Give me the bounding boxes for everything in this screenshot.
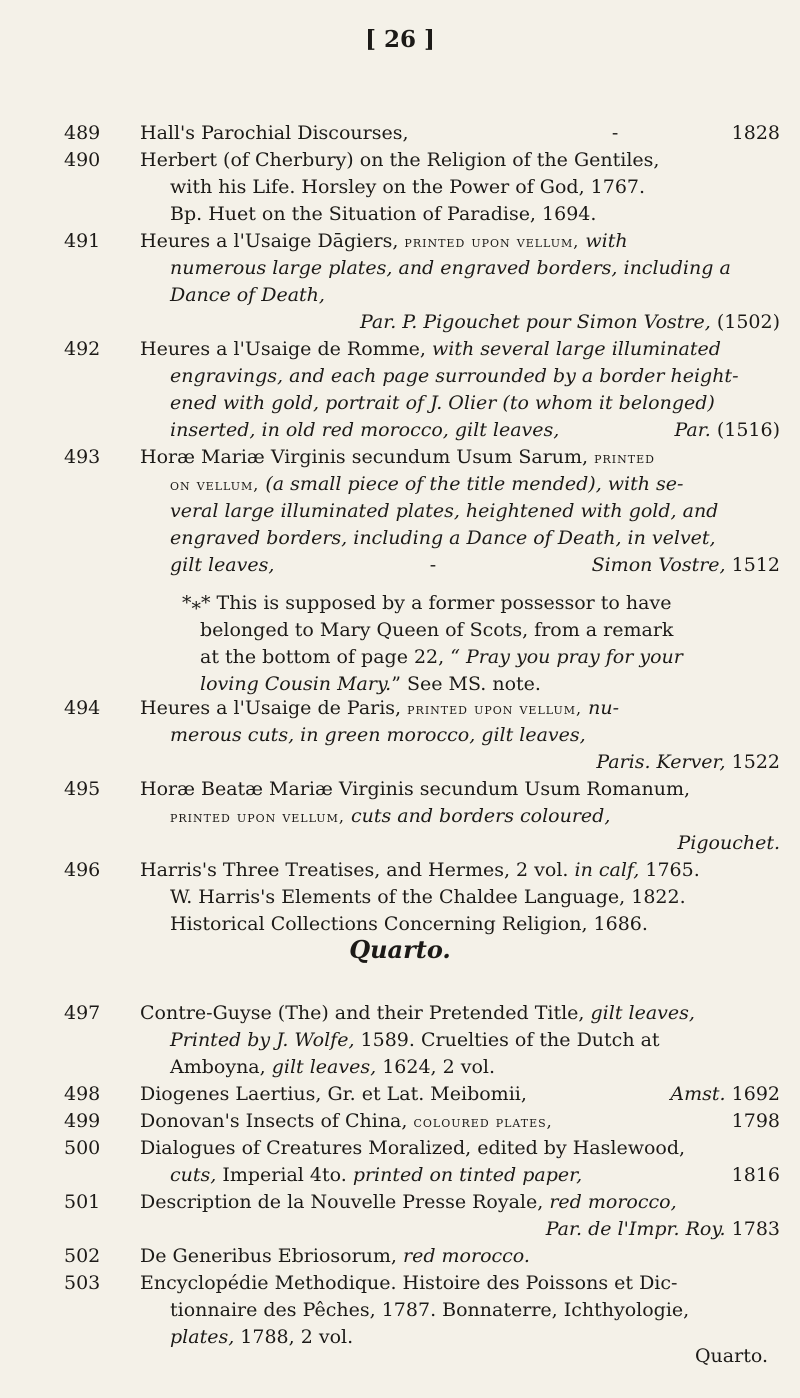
page-number: [ 26 ] — [365, 26, 435, 53]
entry-number: 496 — [64, 859, 101, 881]
list-item: 494 Heures a l'Usaige de Paris, printed upon vellum, nu- merous cuts, in green morocco, gilt leaves, Paris. Kerver, 1522 — [64, 697, 780, 773]
entry-number: 499 — [64, 1110, 101, 1132]
entry-number: 494 — [64, 697, 101, 719]
entry-number: 492 — [64, 338, 101, 360]
entry-number: 500 — [64, 1137, 101, 1159]
catchword: Quarto. — [694, 1345, 768, 1367]
list-item: 500 Dialogues of Creatures Moralized, edited by Haslewood, cuts, Imperial 4to. printed on tinted paper, 1816 — [64, 1137, 780, 1186]
list-item: 498 Diogenes Laertius, Gr. et Lat. Meibomii, Amst. 1692 — [140, 1081, 780, 1108]
entry-number: 502 — [64, 1245, 101, 1267]
list-item: 493 Horæ Mariæ Virginis secundum Usum Sarum, printed on vellum, (a small piece of the title mended), with se- veral large illuminated plates, heightened with gold, and engraved borders, including a Dance of Death, in velvet, gilt leaves, - Simon Vostre, 1512 — [64, 446, 780, 576]
list-item: 492 Heures a l'Usaige de Romme, with several large illuminated engravings, and each page surrounded by a border height- ened with gold, portrait of J. Olier (to whom it belonged) inserted, in old red morocco, gilt leaves, Par. (1516) — [64, 338, 780, 441]
list-item: 503 Encyclopédie Methodique. Histoire des Poissons et Dic- tionnaire des Pêches, 1787. Bonnaterre, Ichthyologie, plates, 1788, 2 vol. — [64, 1272, 690, 1348]
list-item: 490 Herbert (of Cherbury) on the Religion of the Gentiles, with his Life. Horsley on the Power of God, 1767. Bp. Huet on the Situation of Paradise, 1694. — [64, 149, 660, 225]
entry-number: 489 — [64, 122, 101, 144]
entry-number: 490 — [64, 149, 101, 171]
list-item: 502 De Generibus Ebriosorum, red morocco. — [140, 1243, 780, 1270]
list-item: 489 Hall's Parochial Discourses, - 1828 — [140, 120, 780, 147]
entry-number: 491 — [64, 230, 101, 252]
entry-number: 493 — [64, 446, 101, 468]
footnote: *⁎* This is supposed by a former possessor to have belonged to Mary Queen of Scots, from a remark at the bottom of page 22, “ Pray you pray for your loving Cousin Mary.” See MS. note. — [182, 592, 683, 695]
entry-number: 497 — [64, 1002, 101, 1024]
entry-number: 501 — [64, 1191, 101, 1213]
entry-number: 503 — [64, 1272, 101, 1294]
list-item: 496 Harris's Three Treatises, and Hermes, 2 vol. in calf, 1765. W. Harris's Elements of the Chaldee Language, 1822. Historical Collections Concerning Religion, 1686. — [64, 859, 700, 935]
section-heading: Quarto. — [349, 935, 451, 964]
list-item: 499 Donovan's Insects of China, coloured plates, 1798 — [140, 1108, 780, 1135]
list-item: 501 Description de la Nouvelle Presse Royale, red morocco, Par. de l'Impr. Roy. 1783 — [64, 1191, 780, 1240]
list-item: 491 Heures a l'Usaige Dāgiers, printed upon vellum, with numerous large plates, and engraved borders, including a Dance of Death, Par. P. Pigouchet pour Simon Vostre, (1502) — [64, 230, 780, 333]
entry-number: 498 — [64, 1083, 101, 1105]
list-item: 495 Horæ Beatæ Mariæ Virginis secundum Usum Romanum, printed upon vellum, cuts and borders coloured, Pigouchet. — [64, 778, 780, 854]
entry-number: 495 — [64, 778, 101, 800]
list-item: 497 Contre-Guyse (The) and their Pretended Title, gilt leaves, Printed by J. Wolfe, 1589. Cruelties of the Dutch at Amboyna, gilt leaves, 1624, 2 vol. — [64, 1002, 695, 1078]
